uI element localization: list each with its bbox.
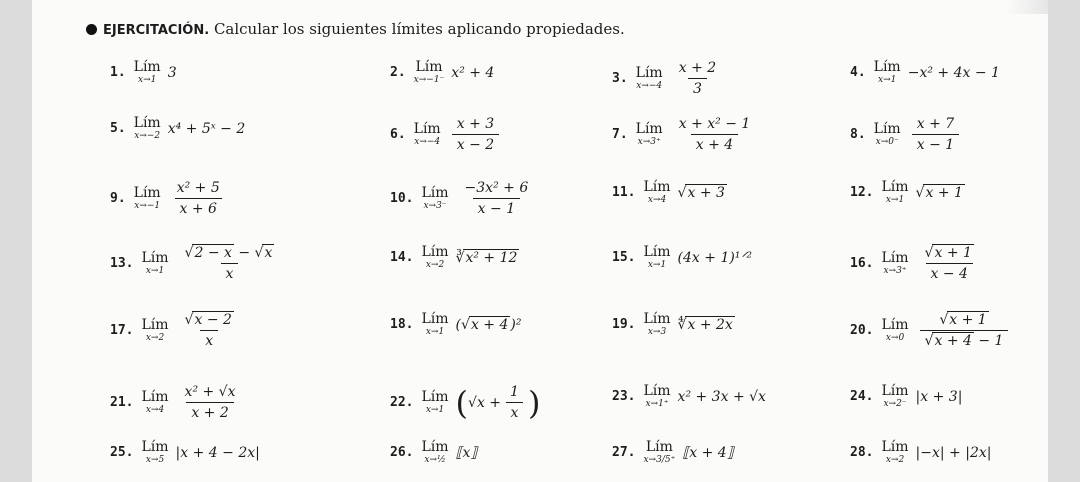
limit-word: Lím [421,244,449,260]
problem-2 [390,60,494,85]
expression-radical-sign: ∛ [455,249,465,266]
limit-operator [421,186,448,211]
numerator-root [925,245,974,261]
limit-expression [916,445,992,461]
limit-subscript: x→3⁺ [883,266,907,276]
limit-word: Lím [635,121,663,137]
expression-radicand: x + 3 [687,184,725,201]
fraction [180,384,241,421]
problem-8 [850,116,963,153]
limit-operator [414,122,441,147]
expression-radicand: x + 2x [687,316,733,333]
limit-operator [141,251,168,276]
problem-27 [612,440,734,465]
problem-10 [390,180,537,217]
problem-5 [110,116,245,141]
problem-number: 15. [612,250,636,265]
numerator-radicand: x − 2 [194,312,232,328]
limit-word: Lím [421,185,449,201]
numerator-root [939,312,988,328]
problem-24 [850,384,962,409]
limit-operator [421,390,448,415]
limit-subscript: x→−4 [414,137,441,147]
limit-operator [881,318,908,343]
limit-expression [176,245,284,282]
problem-number: 12. [850,185,874,200]
problem-number: 23. [612,389,636,404]
limit-subscript: x→3⁺ [637,137,661,147]
numerator-operator: − [233,245,255,261]
denominator: x [506,402,524,421]
limit-operator [643,384,670,409]
problem-12 [850,180,965,205]
limit-expression [908,116,963,153]
numerator-second-root [255,245,275,261]
limit-expression [916,389,963,405]
numerator [180,312,239,330]
problem-number: 24. [850,389,874,404]
limit-subscript: x→1⁺ [645,399,669,409]
expression-post: )² [510,316,522,333]
limit-operator [643,440,675,465]
problem-number: 19. [612,317,636,332]
limit-expression [448,116,503,153]
limit-expression [456,445,478,461]
limit-word: Lím [415,59,443,75]
limit-operator [421,312,448,337]
limit-operator [636,66,663,91]
denominator: x − 1 [912,134,959,153]
limit-word: Lím [881,250,909,266]
problem-number: 2. [390,65,406,80]
expression-radical-sign: √ [461,316,470,333]
limit-subscript: x→1 [885,195,905,205]
numerator-radical-sign: √ [924,245,934,261]
problem-number: 21. [110,395,134,410]
limit-expression [916,312,1013,349]
fraction [912,116,959,153]
problem-19 [612,312,735,337]
problem-number: 10. [390,191,414,206]
expression-radical-sign: ∜ [677,316,687,333]
limit-subscript: x→1 [138,75,157,85]
problem-number: 18. [390,317,414,332]
limit-subscript: x→−1⁻ [413,75,445,85]
problem-18 [390,312,521,337]
limit-word: Lím [643,179,671,195]
expression-text: 3 [167,64,177,81]
numerator: x² + √x [184,384,236,400]
problem-number: 6. [390,127,406,142]
denominator-root [925,333,974,349]
expression-pre: ( [455,316,462,333]
problem-9 [110,180,229,217]
numerator-radical-sign: √ [939,312,949,328]
limit-expression [678,250,752,266]
problem-13 [110,245,283,282]
limit-expression [678,389,766,405]
expression-radical-sign: √ [677,184,687,201]
problem-26 [390,440,477,465]
limit-operator [881,384,908,409]
fraction [452,116,499,153]
numerator-second-radicand: x [264,245,273,261]
expression-text: |x + 4 − 2x| [175,444,260,461]
limit-expression [908,65,1000,81]
fraction [920,312,1009,349]
problem-number: 4. [850,65,866,80]
problem-14 [390,245,519,270]
numerator-radical-sign: √ [184,312,194,328]
problem-3 [612,60,725,97]
limit-word: Lím [881,383,909,399]
limit-expression [916,185,965,201]
expression-root [461,317,510,333]
limit-operator [134,116,161,141]
numerator [180,245,280,263]
problem-number: 5. [110,121,126,136]
limit-expression [682,445,733,461]
problem-1 [110,60,177,85]
numerator-root [185,312,234,328]
limit-subscript: x→1 [145,266,165,276]
limit-word: Lím [881,317,909,333]
numerator-root [185,245,234,261]
limit-subscript: x→½ [424,455,446,465]
expression-text: −x² + 4x − 1 [907,64,1000,81]
problem-number: 28. [850,445,874,460]
limit-subscript: x→4 [145,405,165,415]
denominator: x − 2 [452,134,499,153]
numerator-radicand: x + 1 [934,245,972,261]
page-corner [1006,0,1048,14]
denominator: 3 [688,78,707,97]
numerator [920,245,979,263]
limit-operator [881,251,908,276]
limit-operator [874,122,901,147]
fraction [674,116,756,153]
limit-word: Lím [873,59,901,75]
fraction [674,60,721,97]
numerator: x + 2 [678,60,717,76]
denominator: x + 2 [186,402,233,421]
paren-close: ) [527,383,541,422]
problem-number: 8. [850,127,866,142]
limit-operator [141,440,168,465]
problem-number: 3. [612,71,628,86]
expression-text: x² + 3x + √x [677,388,766,405]
numerator-radicand: 2 − x [194,245,232,261]
limit-expression [456,384,541,421]
header-instruction: Calcular los siguientes límites aplicando propiedades. [213,20,625,38]
limit-subscript: x→−4 [636,81,663,91]
problem-number: 25. [110,445,134,460]
limit-operator [141,318,168,343]
expression-text: (4x + 1)¹ᐟ² [677,249,752,266]
fraction [505,384,524,421]
problem-11 [612,180,727,205]
limit-subscript: x→1 [647,260,667,270]
limit-subscript: x→2 [425,260,445,270]
numerator-radicand: x + 1 [949,312,987,328]
limit-word: Lím [133,59,161,75]
problem-number: 7. [612,127,628,142]
expression-root [678,185,727,201]
limit-expression [670,60,725,97]
limit-word: Lím [421,389,449,405]
limit-word: Lím [873,121,901,137]
limit-word: Lím [881,179,909,195]
limit-expression [168,121,246,137]
numerator: x + 7 [916,116,955,132]
expression-radical-sign: √ [915,184,925,201]
limit-word: Lím [141,439,169,455]
denominator-radical-sign: √ [924,333,934,349]
fraction [460,180,534,217]
limit-word: Lím [141,389,169,405]
limit-expression [678,317,735,333]
limit-expression [670,116,760,153]
limit-expression [176,312,243,349]
expression-radicand: x + 4 [470,316,509,333]
denominator-radicand: x + 4 [934,333,972,349]
denominator [920,330,1009,349]
limit-subscript: x→2 [145,333,165,343]
limit-word: Lím [643,244,671,260]
limit-subscript: x→2 [885,455,905,465]
problem-number: 27. [612,445,636,460]
limit-word: Lím [133,115,161,131]
limit-word: Lím [413,121,441,137]
limit-operator [643,245,670,270]
limit-expression [456,180,538,217]
numerator-radical-sign: √ [184,245,194,261]
numerator: x² + 5 [176,180,220,196]
limit-operator [414,60,445,85]
denominator: x − 1 [473,198,520,217]
limit-word: Lím [421,311,449,327]
fraction [180,245,280,282]
problem-28 [850,440,991,465]
bullet-icon [86,24,97,35]
expression-text: |−x| + |2x| [915,444,992,461]
problem-7 [612,116,759,153]
limit-operator [874,60,901,85]
fraction [920,245,979,282]
numerator [934,312,993,330]
limit-expression [176,445,260,461]
limit-operator [134,186,161,211]
limit-word: Lím [133,185,161,201]
limit-expression [456,250,520,266]
fraction [172,180,225,217]
problem-number: 14. [390,250,414,265]
problem-number: 1. [110,65,126,80]
problem-15 [612,245,752,270]
limit-expression [168,65,177,81]
limit-expression [451,65,494,81]
limit-subscript: x→0 [885,333,905,343]
limit-subscript: x→3 [647,327,667,337]
problem-21 [110,384,245,421]
problem-number: 16. [850,256,874,271]
limit-operator [643,180,670,205]
header-label: EJERCITACIÓN. [103,23,210,38]
denominator: x + 6 [175,198,222,217]
problem-20 [850,312,1012,349]
limit-word: Lím [141,250,169,266]
limit-subscript: x→1 [425,405,445,415]
limit-subscript: x→1 [425,327,445,337]
limit-operator [881,180,908,205]
expression-text: x² + 4 [451,64,495,81]
problem-number: 13. [110,256,134,271]
limit-expression [916,245,983,282]
problem-number: 9. [110,191,126,206]
limit-subscript: x→−2 [134,131,161,141]
expression-radicand: x² + 12 [465,249,518,266]
expression-text: x⁴ + 5ˣ − 2 [167,120,246,137]
limit-expression [456,317,522,333]
fraction [180,312,239,349]
problem-22 [390,384,540,421]
expression-radicand: x + 1 [925,184,963,201]
limit-subscript: x→0⁻ [875,137,899,147]
expression-text: √x + [468,394,502,411]
limit-word: Lím [645,439,673,455]
expression-root [678,317,735,333]
limit-operator [141,390,168,415]
paren-open: ( [455,383,469,422]
numerator: 1 [510,384,519,400]
numerator: −3x² + 6 [464,180,529,196]
limit-subscript: x→4 [647,195,667,205]
numerator: x + 3 [456,116,495,132]
limit-operator [636,122,663,147]
limit-subscript: x→5 [145,455,165,465]
limit-word: Lím [421,439,449,455]
limit-operator [421,440,448,465]
expression-text: ⟦x + 4⟧ [682,444,734,461]
expression-text: ⟦x⟧ [455,444,478,461]
denominator: x [221,263,239,282]
denominator: x [200,330,218,349]
expression-root [916,185,965,201]
problem-4 [850,60,1000,85]
numerator: x + x² − 1 [678,116,751,132]
limit-operator [881,440,908,465]
limit-subscript: x→3/5⁺ [643,455,676,465]
denominator: x − 4 [926,263,973,282]
problem-number: 22. [390,395,414,410]
limit-subscript: x→1 [878,75,897,85]
limit-operator [421,245,448,270]
problem-number: 11. [612,185,636,200]
denominator: x + 4 [691,134,738,153]
limit-expression [168,180,229,217]
limit-word: Lím [643,311,671,327]
limit-operator [643,312,670,337]
limit-word: Lím [635,65,663,81]
problem-number: 26. [390,445,414,460]
problem-number: 17. [110,323,134,338]
expression-root [456,250,520,266]
limit-subscript: x→−1 [134,201,161,211]
limit-word: Lím [643,383,671,399]
denominator-tail: − 1 [973,333,1004,349]
numerator-second-radical-sign: √ [254,245,264,261]
limit-subscript: x→2⁻ [883,399,907,409]
limit-word: Lím [881,439,909,455]
problem-23 [612,384,766,409]
limit-word: Lím [141,317,169,333]
problem-17 [110,312,243,349]
exercise-header [86,20,625,38]
expression-text: |x + 3| [915,388,963,405]
problem-6 [390,116,503,153]
limit-expression [678,185,727,201]
limit-expression [176,384,245,421]
problem-number: 20. [850,323,874,338]
problem-25 [110,440,260,465]
limit-subscript: x→3⁻ [423,201,447,211]
limit-operator [134,60,161,85]
problem-16 [850,245,983,282]
